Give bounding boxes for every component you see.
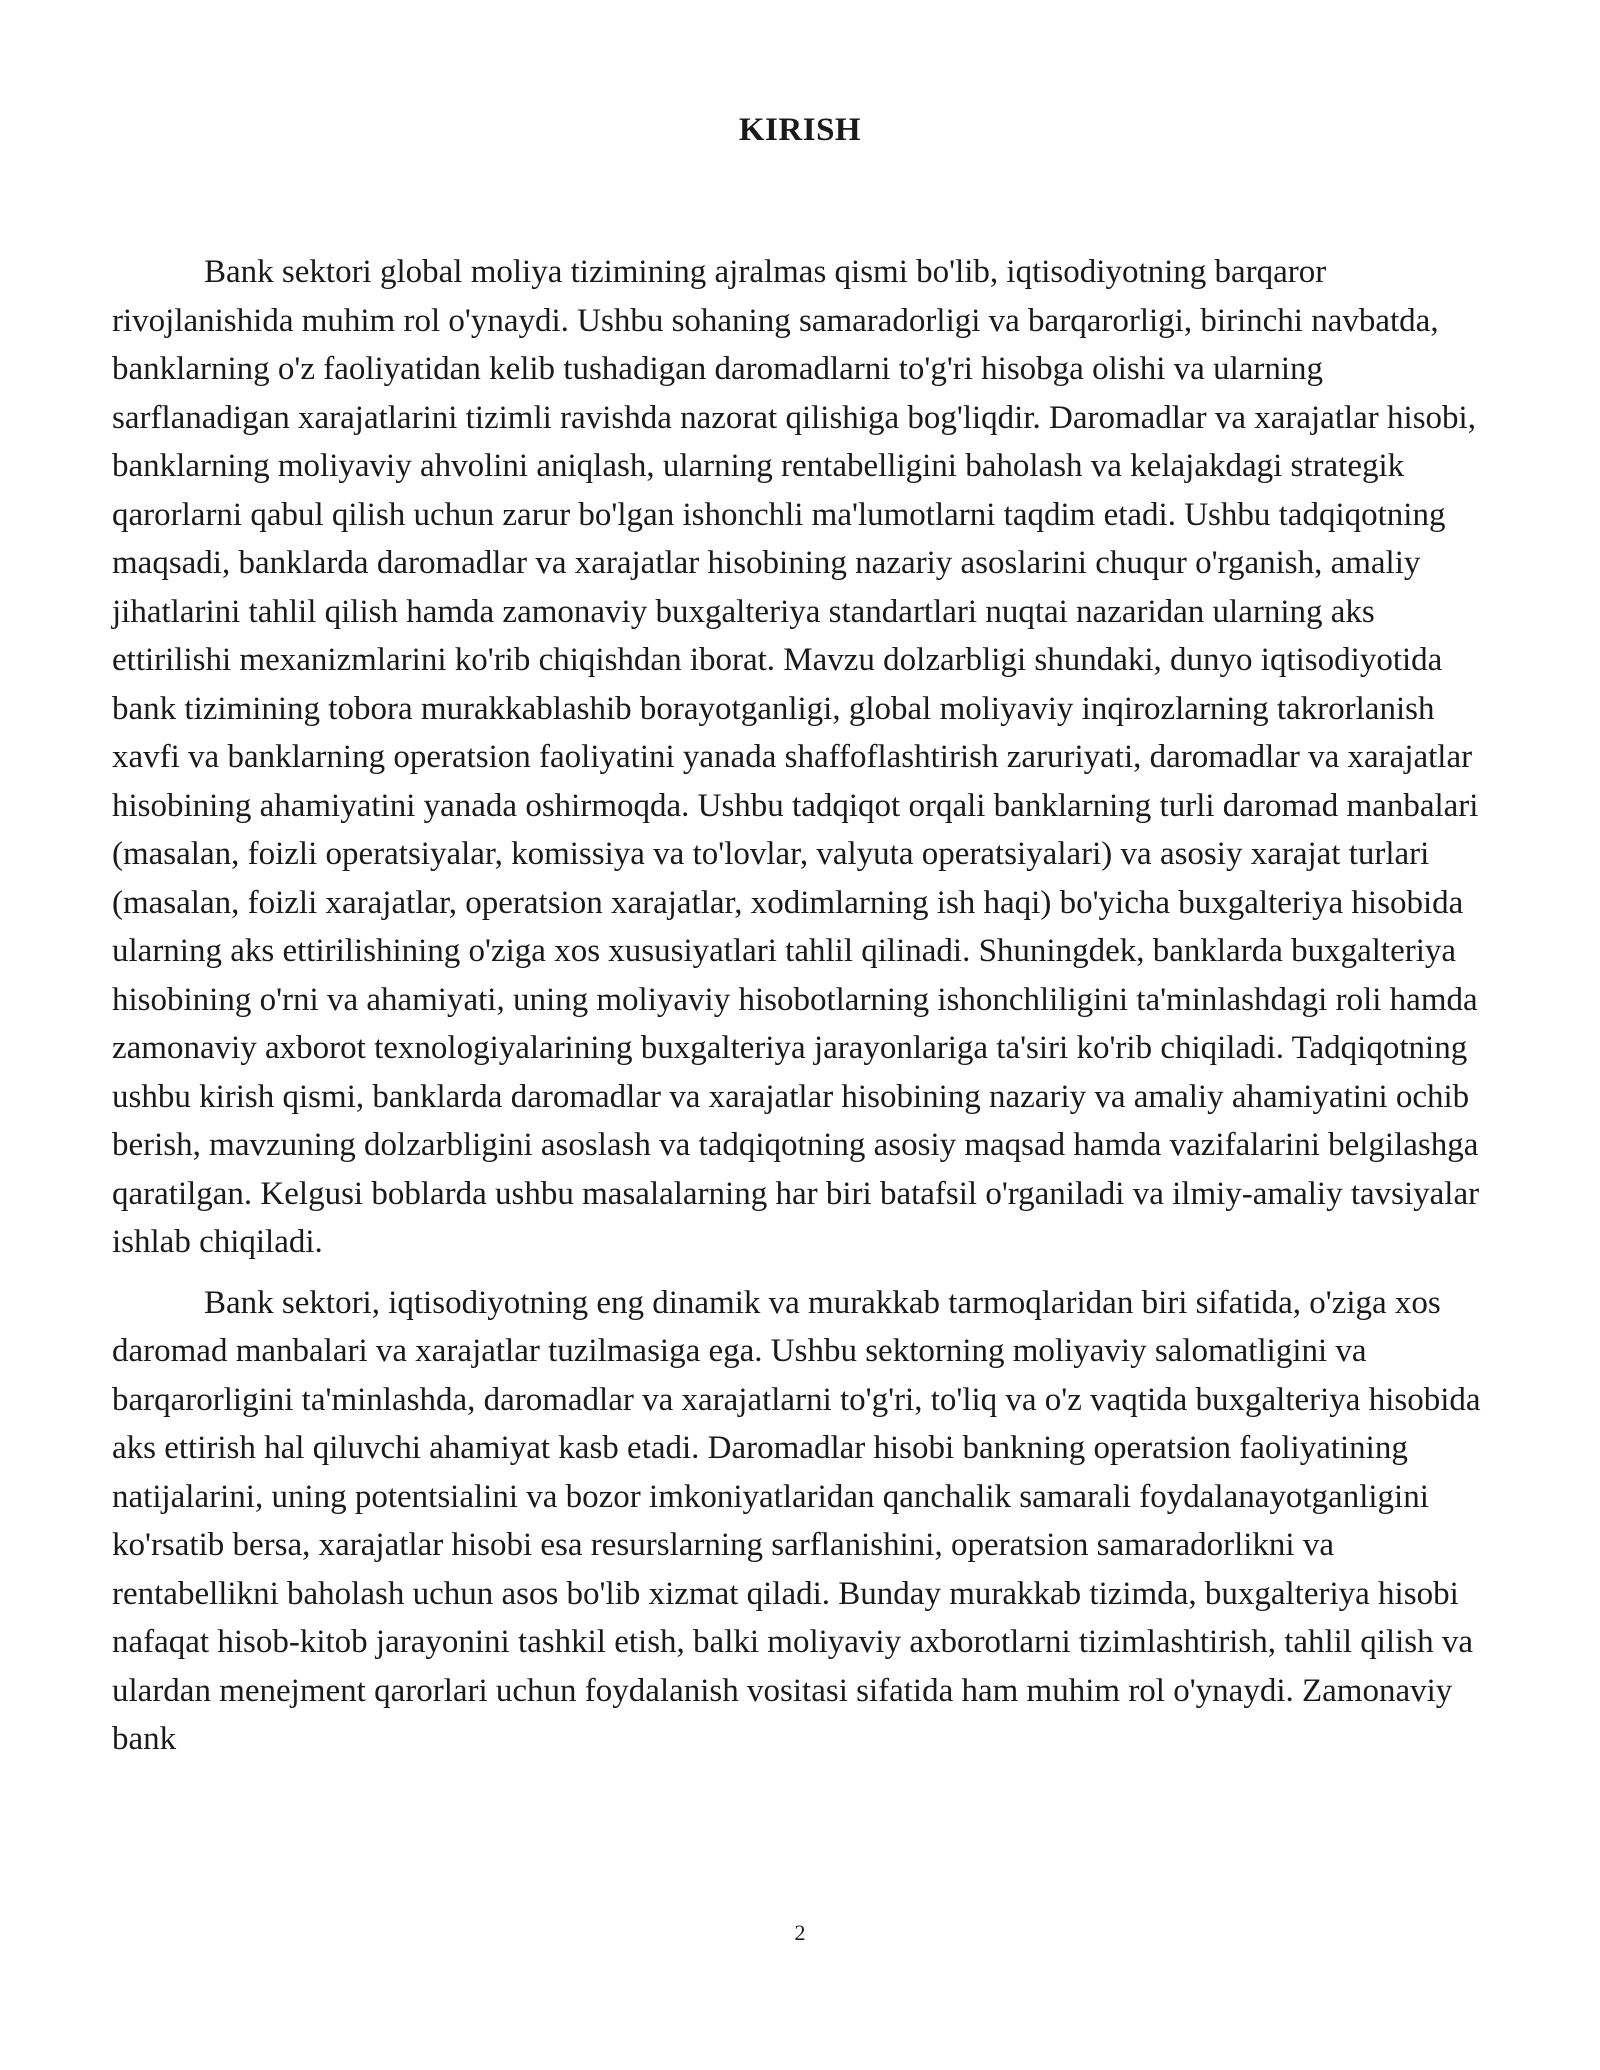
page-number: 2: [794, 1920, 806, 1945]
body-text: [112, 248, 1490, 1776]
paragraph: Bank sektori, iqtisodiyotning eng dinamik va murakkab tarmoqlaridan biri sifatida, o'ziga xos daromad manbalari va xarajatlar tuzilmasiga ega. Ushbu sektorning moliyaviy salomatligini va barqarorligini ta'minlashda, daromadlar va xarajatlarni to'g'ri, to'liq va o'z vaqtida buxgalteriya hisobida aks ettirish hal qiluvchi ahamiyat kasb etadi. Daromadlar hisobi bankning operatsion faoliyatining natijalarini, uning potentsialini va bozor imkoniyatlaridan qanchalik samarali foydalanayotganligini ko'rsatib bersa, xarajatlar hisobi esa resurslarning sarflanishini, operatsion samaradorlikni va rentabellikni baholash uchun asos bo'lib xizmat qiladi. Bunday murakkab tizimda, buxgalteriya hisobi nafaqat hisob-kitob jarayonini tashkil etish, balki moliyaviy axborotlarni tizimlashtirish, tahlil qilish va ulardan menejment qarorlari uchun foydalanish vositasi sifatida ham muhim rol o'ynaydi. Zamonaviy bank: [112, 1284, 1481, 1757]
page-title: KIRISH: [738, 112, 862, 148]
paragraph: Bank sektori global moliya tizimining ajralmas qismi bo'lib, iqtisodiyotning barqaror rivojlanishida muhim rol o'ynaydi. Ushbu sohaning samaradorligi va barqarorligi, birinchi navbatda, banklarning o'z faoliyatidan kelib tushadigan daromadlarni to'g'ri hisobga olishi va ularning sarflanadigan xarajatlarini tizimli ravishda nazorat qilishiga bog'liqdir. Daromadlar va xarajatlar hisobi, banklarning moliyaviy ahvolini aniqlash, ularning rentabelligini baholash va kelajakdagi strategik qarorlarni qabul qilish uchun zarur bo'lgan ishonchli ma'lumotlarni taqdim etadi. Ushbu tadqiqotning maqsadi, banklarda daromadlar va xarajatlar hisobining nazariy asoslarini chuqur o'rganish, amaliy jihatlarini tahlil qilish hamda zamonaviy buxgalteriya standartlari nuqtai nazaridan ularning aks ettirilishi mexanizmlarini ko'rib chiqishdan iborat. Mavzu dolzarbligi shundaki, dunyo iqtisodiyotida bank tizimining tobora murakkablashib borayotganligi, global moliyaviy inqirozlarning takrorlanish xavfi va banklarning operatsion faoliyatini yanada shaffoflashtirish zaruriyati, daromadlar va xarajatlar hisobining ahamiyatini yanada oshirmoqda. Ushbu tadqiqot orqali banklarning turli daromad manbalari (masalan, foizli operatsiyalar, komissiya va to'lovlar, valyuta operatsiyalari) va asosiy xarajat turlari (masalan, foizli xarajatlar, operatsion xarajatlar, xodimlarning ish haqi) bo'yicha buxgalteriya hisobida ularning aks ettirilishining o'ziga xos xususiyatlari tahlil qilinadi. Shuningdek, banklarda buxgalteriya hisobining o'rni va ahamiyati, uning moliyaviy hisobotlarning ishonchliligini ta'minlashdagi roli hamda zamonaviy axborot texnologiyalarining buxgalteriya jarayonlariga ta'siri ko'rib chiqiladi. Tadqiqotning ushbu kirish qismi, banklarda daromadlar va xarajatlar hisobining nazariy va amaliy ahamiyatini ochib berish, mavzuning dolzarbligini asoslash va tadqiqotning asosiy maqsad hamda vazifalarini belgilashga qaratilgan. Kelgusi boblarda ushbu masalalarning har biri batafsil o'rganiladi va ilmiy-amaliy tavsiyalar ishlab chiqiladi.: [112, 254, 1480, 1260]
